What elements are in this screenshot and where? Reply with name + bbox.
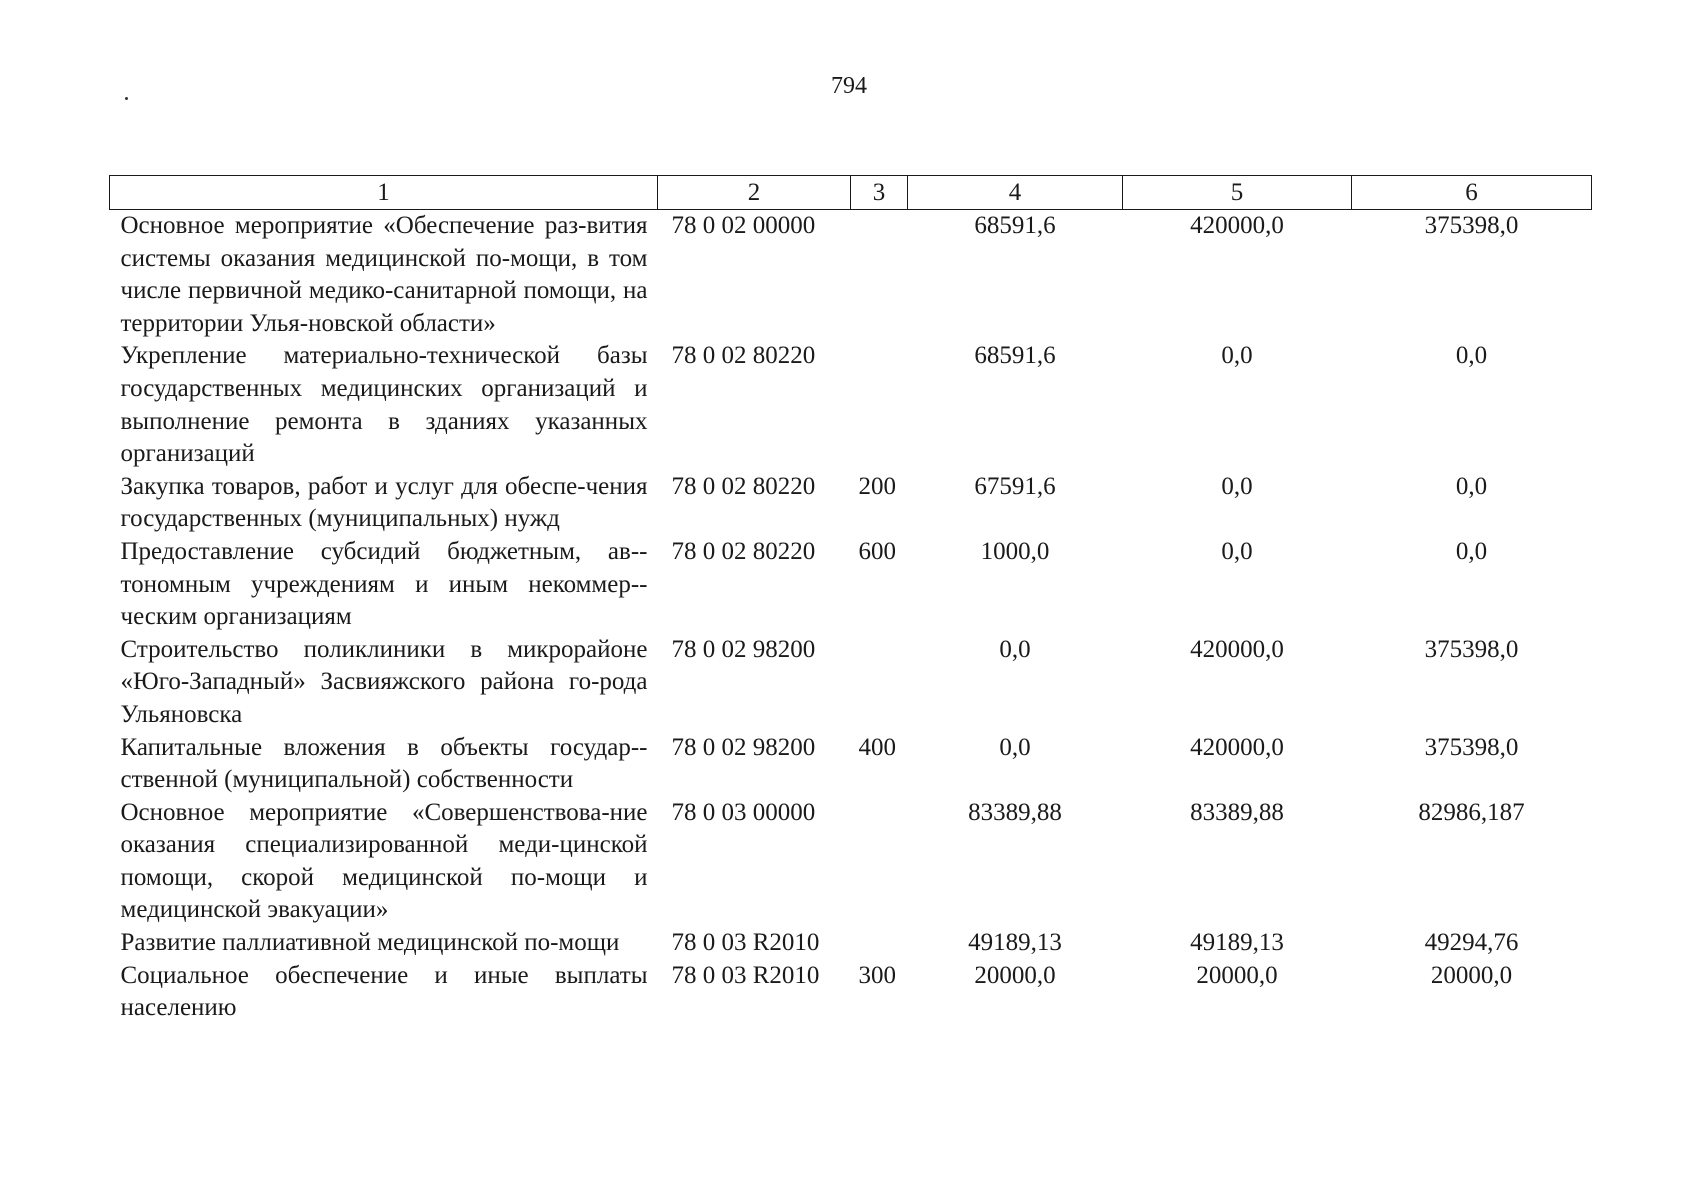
row-value-5: 20000,0 <box>1196 961 1278 989</box>
row-value-5: 420000,0 <box>1190 635 1284 663</box>
table-row <box>110 210 1592 341</box>
budget-table <box>109 175 1592 1025</box>
scan-speck <box>125 97 128 100</box>
row-code: 78 0 02 98200 <box>671 635 816 663</box>
row-code: 78 0 02 80220 <box>671 472 816 500</box>
row-type: 200 <box>858 472 896 500</box>
row-type <box>851 634 908 732</box>
header-col-4: 4 <box>908 176 1123 210</box>
row-value-4: 20000,0 <box>974 961 1056 989</box>
table-body <box>110 210 1592 1025</box>
row-type <box>851 340 908 470</box>
row-type <box>851 797 908 927</box>
row-value-6: 82986,187 <box>1418 798 1525 826</box>
row-name: Укрепление материально-технической базы государственных медицинских организаций и выполнение ремонта в зданиях указанных организаций <box>120 342 648 468</box>
row-value-5: 83389,88 <box>1190 798 1284 826</box>
row-name: Развитие паллиативной медицинской по-мощи <box>120 929 620 957</box>
row-value-6: 375398,0 <box>1424 635 1519 663</box>
row-value-4: 67591,6 <box>974 472 1056 500</box>
table-row <box>110 732 1592 797</box>
row-name: Строительство поликлиники в микрорайоне «Юго-Западный» Засвияжского района го-рода Ульяновска <box>120 635 648 728</box>
header-col-2: 2 <box>658 176 851 210</box>
row-value-6: 49294,76 <box>1424 929 1519 957</box>
header-col-3: 3 <box>851 176 908 210</box>
row-code: 78 0 02 80220 <box>671 537 816 565</box>
table-row <box>110 927 1592 960</box>
header-col-5: 5 <box>1123 176 1352 210</box>
row-value-6: 0,0 <box>1455 342 1488 370</box>
row-value-4: 1000,0 <box>980 537 1050 565</box>
row-code: 78 0 03 R2010 <box>671 961 820 989</box>
row-value-5: 0,0 <box>1221 537 1253 565</box>
header-col-1: 1 <box>110 176 658 210</box>
row-value-5: 49189,13 <box>1190 929 1284 957</box>
row-name: Социальное обеспечение и иные выплаты населению <box>120 961 648 1022</box>
table-row <box>110 536 1592 634</box>
row-value-5: 0,0 <box>1221 342 1253 370</box>
table-row <box>110 634 1592 732</box>
row-value-6: 375398,0 <box>1424 212 1519 239</box>
table-row <box>110 960 1592 1025</box>
row-name: Закупка товаров, работ и услуг для обеспе-чения государственных (муниципальных) нужд <box>120 472 648 533</box>
row-value-5: 420000,0 <box>1190 212 1284 239</box>
row-value-4: 0,0 <box>999 733 1031 761</box>
row-value-4: 0,0 <box>999 635 1031 663</box>
table-row <box>110 340 1592 470</box>
row-type: 300 <box>858 961 896 989</box>
row-value-4: 68591,6 <box>974 342 1056 370</box>
row-value-6: 0,0 <box>1455 537 1488 565</box>
row-name: Основное мероприятие «Обеспечение раз-вития системы оказания медицинской по-мощи, в том числе первичной медико-санитарной помощи, на территории Улья-новской области» <box>120 212 648 337</box>
row-type: 600 <box>858 537 896 565</box>
row-name: Основное мероприятие «Совершенствова-ние оказания специализированной меди-цинской помощи, скорой медицинской по-мощи и медицинской эвакуации» <box>120 798 648 924</box>
row-code: 78 0 03 00000 <box>671 798 816 826</box>
row-type: 400 <box>858 733 896 761</box>
row-type <box>851 210 908 341</box>
header-row <box>110 176 1592 210</box>
row-value-4: 83389,88 <box>968 798 1062 826</box>
row-code: 78 0 02 80220 <box>671 342 816 370</box>
row-code: 78 0 03 R2010 <box>671 929 820 957</box>
row-name: Капитальные вложения в объекты государ-ственной (муниципальной) собственности <box>120 733 648 794</box>
row-code: 78 0 02 98200 <box>671 733 816 761</box>
page-number: 794 <box>831 73 867 99</box>
header-col-6: 6 <box>1352 176 1592 210</box>
row-type <box>851 927 908 960</box>
table-header <box>110 176 1592 210</box>
row-value-4: 68591,6 <box>974 212 1056 239</box>
row-value-6: 20000,0 <box>1430 961 1513 989</box>
row-value-6: 375398,0 <box>1424 733 1519 761</box>
table-row <box>110 471 1592 536</box>
row-value-4: 49189,13 <box>968 929 1062 957</box>
row-value-5: 0,0 <box>1221 472 1253 500</box>
row-name: Предоставление субсидий бюджетным, ав-тономным учреждениям и иным некоммер-ческим организациям <box>120 537 648 631</box>
row-value-5: 420000,0 <box>1190 733 1284 761</box>
table-row <box>110 797 1592 927</box>
row-code: 78 0 02 00000 <box>671 212 816 239</box>
row-value-6: 0,0 <box>1455 472 1488 500</box>
